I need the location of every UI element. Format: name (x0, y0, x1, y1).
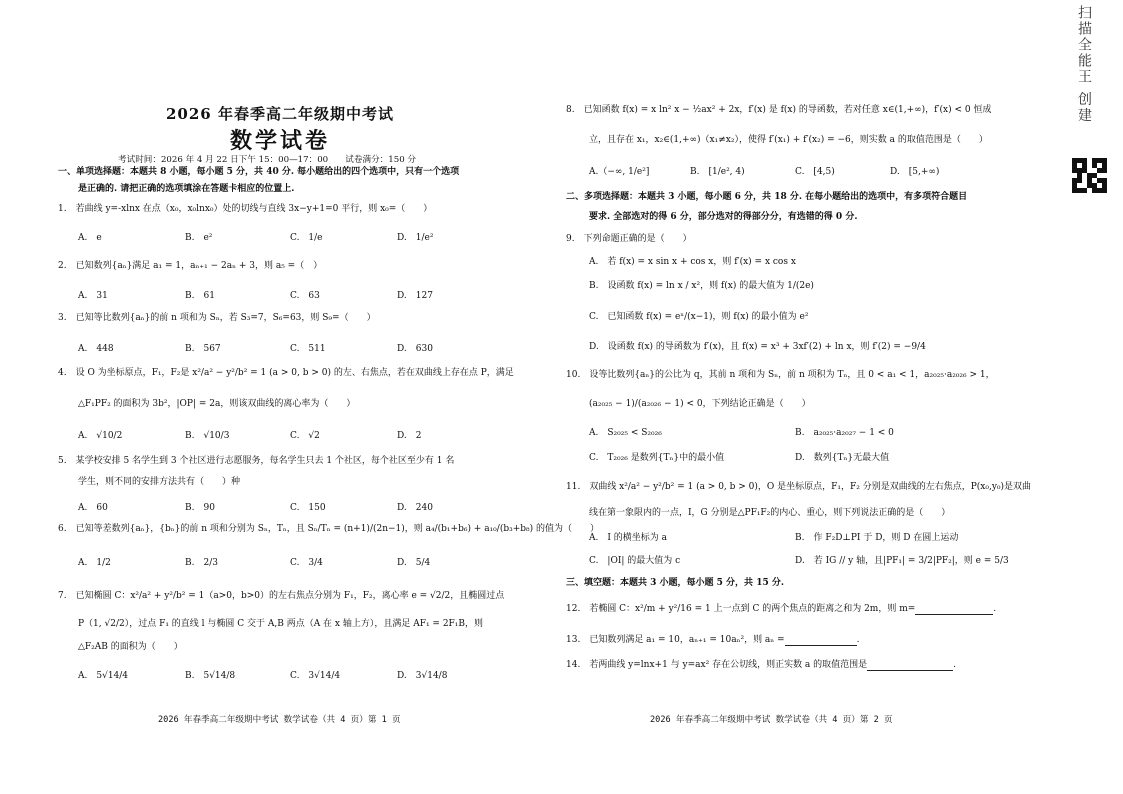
exam-page-2 (560, 0, 1123, 794)
answer-blank-13[interactable] (785, 636, 857, 646)
q5-option-d: D. 240 (397, 503, 433, 513)
answer-blank-12[interactable] (915, 605, 993, 615)
question-4-line-2: △F₁PF₂ 的面积为 3b²，|OP| = 2a，则该双曲线的离心率为（ ） (78, 399, 356, 409)
question-1: 1. 若曲线 y=-xlnx 在点（x₀，x₀lnx₀）处的切线与直线 3x−y+1=0 平行，则 x₀=（ ） (58, 204, 433, 214)
question-8-line-1: 8. 已知函数 f(x) = x ln² x − ½ax² + 2x，f′(x) 是 f(x) 的导函数，若对任意 x∈(1,+∞)，f′(x) < 0 恒成 (566, 105, 992, 115)
q4-option-b: B. √10/3 (185, 431, 230, 441)
question-13: 13. 已知数列满足 a₁ = 10，aₙ₊₁ = 10aₙ²，则 aₙ = . (566, 635, 860, 645)
scanner-watermark: 扫描全能王 创建 (1076, 5, 1092, 124)
q4-option-a: A. √10/2 (78, 431, 123, 441)
q5-option-b: B. 90 (185, 503, 215, 513)
q8-option-b: B. [1/e², 4) (690, 167, 745, 177)
q6-option-d: D. 5/4 (397, 558, 431, 568)
section-2-heading-line-2: 要求. 全部选对的得 6 分，部分选对的得部分分，有选错的得 0 分. (589, 212, 858, 222)
question-10-line-1: 10. 设等比数列{aₙ}的公比为 q，其前 n 项和为 Sₙ，前 n 项积为 Tₙ，且 0 < a₁ < 1，a₂₀₂₅·a₂₀₂₆ > 1， (566, 370, 995, 380)
q5-option-c: C. 150 (290, 503, 326, 513)
q3-option-c: C. 511 (290, 344, 326, 354)
q10-option-b: B. a₂₀₂₅·a₂₀₂₇ − 1 < 0 (795, 428, 894, 438)
exam-info: 考试时间：2026 年 4 月 22 日下午 15：00—17：00 试卷满分：150 分 (118, 155, 417, 165)
q8-option-a: A.（−∞, 1/e²] (589, 167, 650, 177)
exam-subtitle: 数学试卷 (229, 128, 330, 154)
q9-option-d: D. 设函数 f(x) 的导函数为 f′(x)，且 f(x) = x³ + 3xf′(2) + ln x，则 f′(2) = −9/4 (589, 342, 926, 352)
exam-title: 2026 年春季高二年级期中考试 (166, 105, 394, 123)
question-12-text: 12. 若椭圆 C：x²/m + y²/16 = 1 上一点到 C 的两个焦点的距离之和为 2m，则 m= (566, 604, 916, 614)
question-4-line-1: 4. 设 O 为坐标原点，F₁，F₂是 x²/a² − y²/b² = 1 (a > 0, b > 0) 的左、右焦点，若在双曲线上存在点 P，满足 (58, 368, 514, 378)
question-13-text: 13. 已知数列满足 a₁ = 10，aₙ₊₁ = 10aₙ²，则 aₙ = (566, 635, 785, 645)
q4-option-c: C. √2 (290, 431, 320, 441)
question-11-line-1: 11. 双曲线 x²/a² − y²/b² = 1 (a > 0, b > 0)，O 是坐标原点，F₁，F₂ 分别是双曲线的左右焦点，P(x₀,y₀)是双曲 (566, 482, 1032, 492)
question-5-line-1: 5. 某学校安排 5 名学生到 3 个社区进行志愿服务，每名学生只去 1 个社区，每个社区至少有 1 名 (58, 456, 455, 466)
question-8-line-2: 立，且存在 x₁，x₂∈(1,+∞)（x₁≠x₂），使得 f′(x₁) + f′(x₂) = −6，则实数 a 的取值范围是（ ） (589, 135, 988, 145)
q3-option-b: B. 567 (185, 344, 221, 354)
qr-code-icon (1072, 158, 1107, 193)
q6-option-a: A. 1/2 (78, 558, 111, 568)
q7-option-d: D. 3√14/8 (397, 671, 448, 681)
section-1-heading-line-2: 是正确的. 请把正确的选项填涂在答题卡相应的位置上. (78, 184, 295, 194)
q7-option-c: C. 3√14/4 (290, 671, 341, 681)
answer-blank-14[interactable] (867, 661, 953, 671)
q5-option-a: A. 60 (78, 503, 108, 513)
q10-option-c: C. T₂₀₂₆ 是数列{Tₙ}中的最小值 (589, 453, 725, 463)
question-3: 3. 已知等比数列{aₙ}的前 n 项和为 Sₙ，若 S₃=7，S₆=63，则 S₉=（ ） (58, 313, 376, 323)
q2-option-b: B. 61 (185, 291, 215, 301)
q1-option-b: B. e² (185, 233, 213, 243)
section-2-heading-line-1: 二、多项选择题：本题共 3 小题，每小题 6 分，共 18 分. 在每小题给出的选项中，有多项符合题目 (566, 192, 968, 202)
q9-option-b: B. 设函数 f(x) = ln x / x²，则 f(x) 的最大值为 1/(2e) (589, 281, 814, 291)
question-2: 2. 已知数列{aₙ}满足 a₁ = 1，aₙ₊₁ − 2aₙ + 3，则 a₅ =（ ） (58, 261, 323, 271)
question-7-line-3: △F₂AB 的面积为（ ） (78, 642, 183, 652)
q11-option-b: B. 作 F₂D⊥PI 于 D，则 D 在圆上运动 (795, 533, 959, 543)
question-10-line-2: (a₂₀₂₅ − 1)/(a₂₀₂₆ − 1) < 0，下列结论正确是（ ） (589, 399, 811, 409)
q9-option-c: C. 已知函数 f(x) = eˣ/(x−1)，则 f(x) 的最小值为 e² (589, 312, 809, 322)
page-1-footer: 2026 年春季高二年级期中考试 数学试卷（共 4 页）第 1 页 (158, 715, 401, 725)
q7-option-b: B. 5√14/8 (185, 671, 236, 681)
q9-option-a: A. 若 f(x) = x sin x + cos x，则 f′(x) = x cos x (589, 257, 796, 267)
q2-option-a: A. 31 (78, 291, 108, 301)
q3-option-a: A. 448 (78, 344, 114, 354)
page-2-footer: 2026 年春季高二年级期中考试 数学试卷（共 4 页）第 2 页 (650, 715, 893, 725)
section-1-heading-line-1: 一、单项选择题：本题共 8 小题，每小题 5 分，共 40 分. 每小题给出的四个选项中，只有一个选项 (58, 167, 460, 177)
q2-option-d: D. 127 (397, 291, 433, 301)
q10-option-d: D. 数列{Tₙ}无最大值 (795, 453, 890, 463)
q6-option-c: C. 3/4 (290, 558, 323, 568)
q8-option-d: D. [5,+∞) (890, 167, 940, 177)
q7-option-a: A. 5√14/4 (78, 671, 129, 681)
question-7-line-1: 7. 已知椭圆 C：x²/a² + y²/b² = 1（a>0，b>0）的左右焦点分别为 F₁，F₂，离心率 e = √2/2，且椭圆过点 (58, 591, 505, 601)
q4-option-d: D. 2 (397, 431, 422, 441)
q8-option-c: C. [4,5) (795, 167, 835, 177)
q1-option-a: A. e (78, 233, 102, 243)
q10-option-a: A. S₂₀₂₅ < S₂₀₂₆ (589, 428, 662, 438)
q1-option-c: C. 1/e (290, 233, 323, 243)
q11-option-d: D. 若 IG // y 轴，且|PF₁| = 3/2|PF₂|，则 e = 5/3 (795, 556, 1009, 566)
q11-option-a: A. I 的横坐标为 a (589, 533, 668, 543)
q1-option-d: D. 1/e² (397, 233, 434, 243)
section-3-heading: 三、填空题：本题共 3 小题，每小题 5 分，共 15 分. (566, 578, 784, 588)
question-14-text: 14. 若两曲线 y=lnx+1 与 y=ax² 存在公切线，则正实数 a 的取值范围是 (566, 660, 868, 670)
q2-option-c: C. 63 (290, 291, 320, 301)
q11-option-c: C. |OI| 的最大值为 c (589, 556, 681, 566)
question-6: 6. 已知等差数列{aₙ}，{bₙ}的前 n 项和分别为 Sₙ，Tₙ，且 Sₙ/Tₙ = (n+1)/(2n−1)，则 a₄/(b₁+b₆) + a₁₀/(b₃+b₈) 的值为（ ） (58, 524, 599, 534)
question-9: 9. 下列命题正确的是（ ） (566, 234, 692, 244)
question-5-line-2: 学生，则不同的安排方法共有（ ）种 (78, 477, 241, 487)
question-11-line-2: 线在第一象限内的一点，I，G 分别是△PF₁F₂的内心、重心，则下列说法正确的是（ ） (589, 508, 951, 518)
question-7-line-2: P（1, √2/2），过点 F₁ 的直线 l 与椭圆 C 交于 A,B 两点（A 在 x 轴上方），且满足 AF₁ = 2F₁B，则 (78, 619, 484, 629)
question-14: 14. 若两曲线 y=lnx+1 与 y=ax² 存在公切线，则正实数 a 的取值范围是 . (566, 660, 957, 670)
question-12: 12. 若椭圆 C：x²/m + y²/16 = 1 上一点到 C 的两个焦点的距离之和为 2m，则 m= . (566, 604, 997, 614)
q6-option-b: B. 2/3 (185, 558, 218, 568)
q3-option-d: D. 630 (397, 344, 433, 354)
